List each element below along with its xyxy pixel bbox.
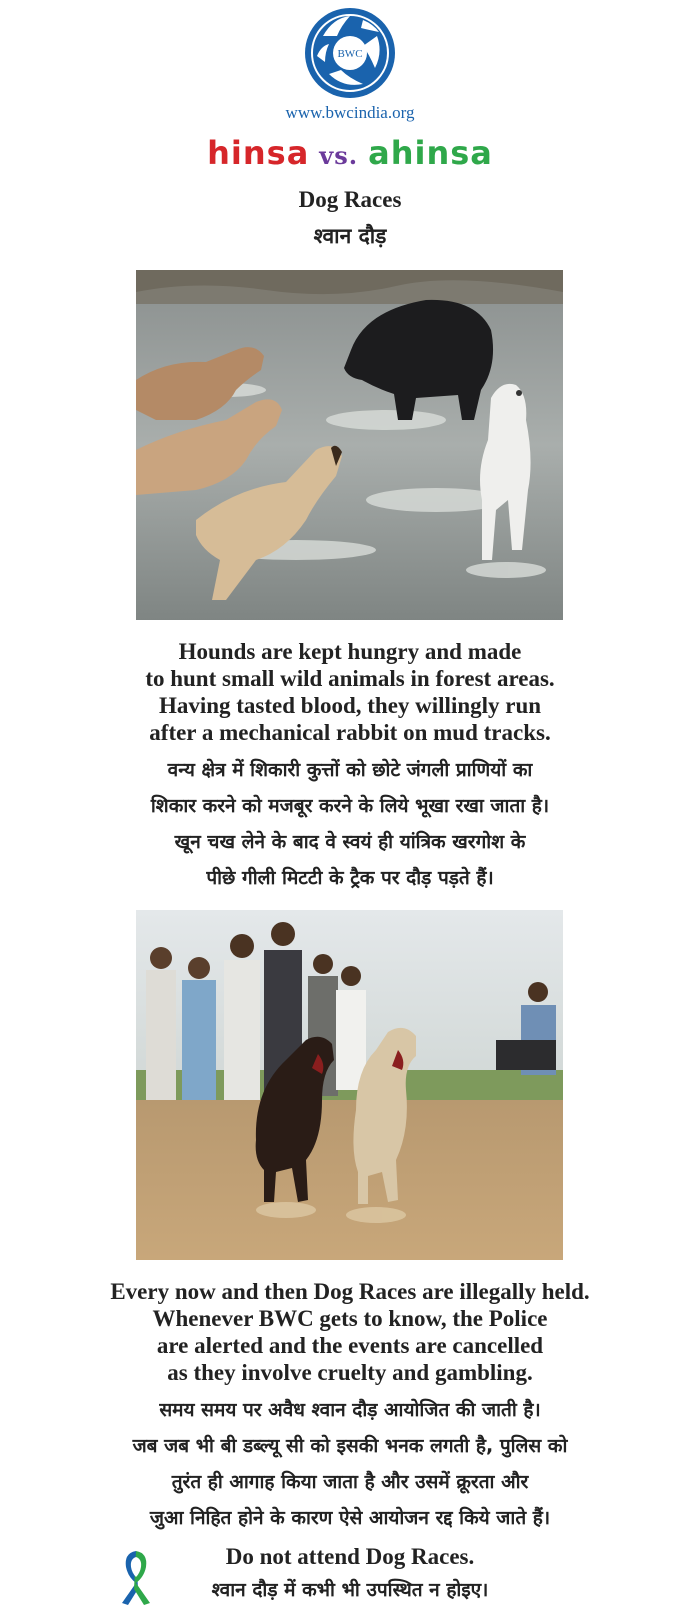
section-races-hindi: समय समय पर अवैध श्वान दौड़ आयोजित की जाती है। जब जब भी बी डब्ल्यू सी को इसकी भनक लगती है, पुलिस को तुरंत ही आगाह किया जाता है और उसमें क्रूरता और जुआ निहित होने के कारण ऐसे आयोजन रद्द किये जाते हैं। — [132, 1399, 568, 1529]
logo-text: BWC — [337, 48, 363, 60]
page-title: Dog Races — [298, 187, 402, 212]
ahinsa-word: ahinsa — [368, 134, 493, 172]
hinsa-word: hinsa — [207, 134, 310, 172]
section-hunting-english: Hounds are kept hungry and made to hunt small wild animals in forest areas. Having tasted blood, they willingly run after a mechanical rabbit on mud tracks. — [145, 639, 555, 745]
section-races-english: Every now and then Dog Races are illegally held. Whenever BWC gets to know, the Police are alerted and the events are cancelled as they involve cruelty and gambling. — [110, 1279, 590, 1385]
vs-word: vs. — [319, 141, 359, 170]
section-races-text — [0, 1278, 700, 1536]
two-dogs-racing-on-mud-track-photo — [136, 910, 563, 1260]
bwc-logo-icon — [303, 6, 397, 100]
page-title-hindi: श्वान दौड़ — [313, 224, 387, 248]
section-hunting-text — [0, 638, 700, 896]
closing-message — [0, 1542, 700, 1608]
website-url[interactable]: www.bwcindia.org — [285, 103, 415, 122]
bwc-logo — [303, 6, 397, 100]
closing-hindi: श्वान दौड़ में कभी भी उपस्थित न होइए। — [211, 1579, 489, 1601]
hinsa-vs-ahinsa-heading — [0, 134, 700, 172]
hounds-hunting-wild-boar-photo — [136, 270, 563, 620]
closing-english: Do not attend Dog Races. — [225, 1544, 475, 1569]
section-hunting-hindi: वन्य क्षेत्र में शिकारी कुत्तों को छोटे जंगली प्राणियों का शिकार करने को मजबूर करने के लिये भूखा रखा जाता है। खून चख लेने के बाद वे स्वयं ही यांत्रिक खरगोश के पीछे गीली मिटटी के ट्रैक पर दौड़ पड़ते हैं। — [150, 759, 550, 889]
